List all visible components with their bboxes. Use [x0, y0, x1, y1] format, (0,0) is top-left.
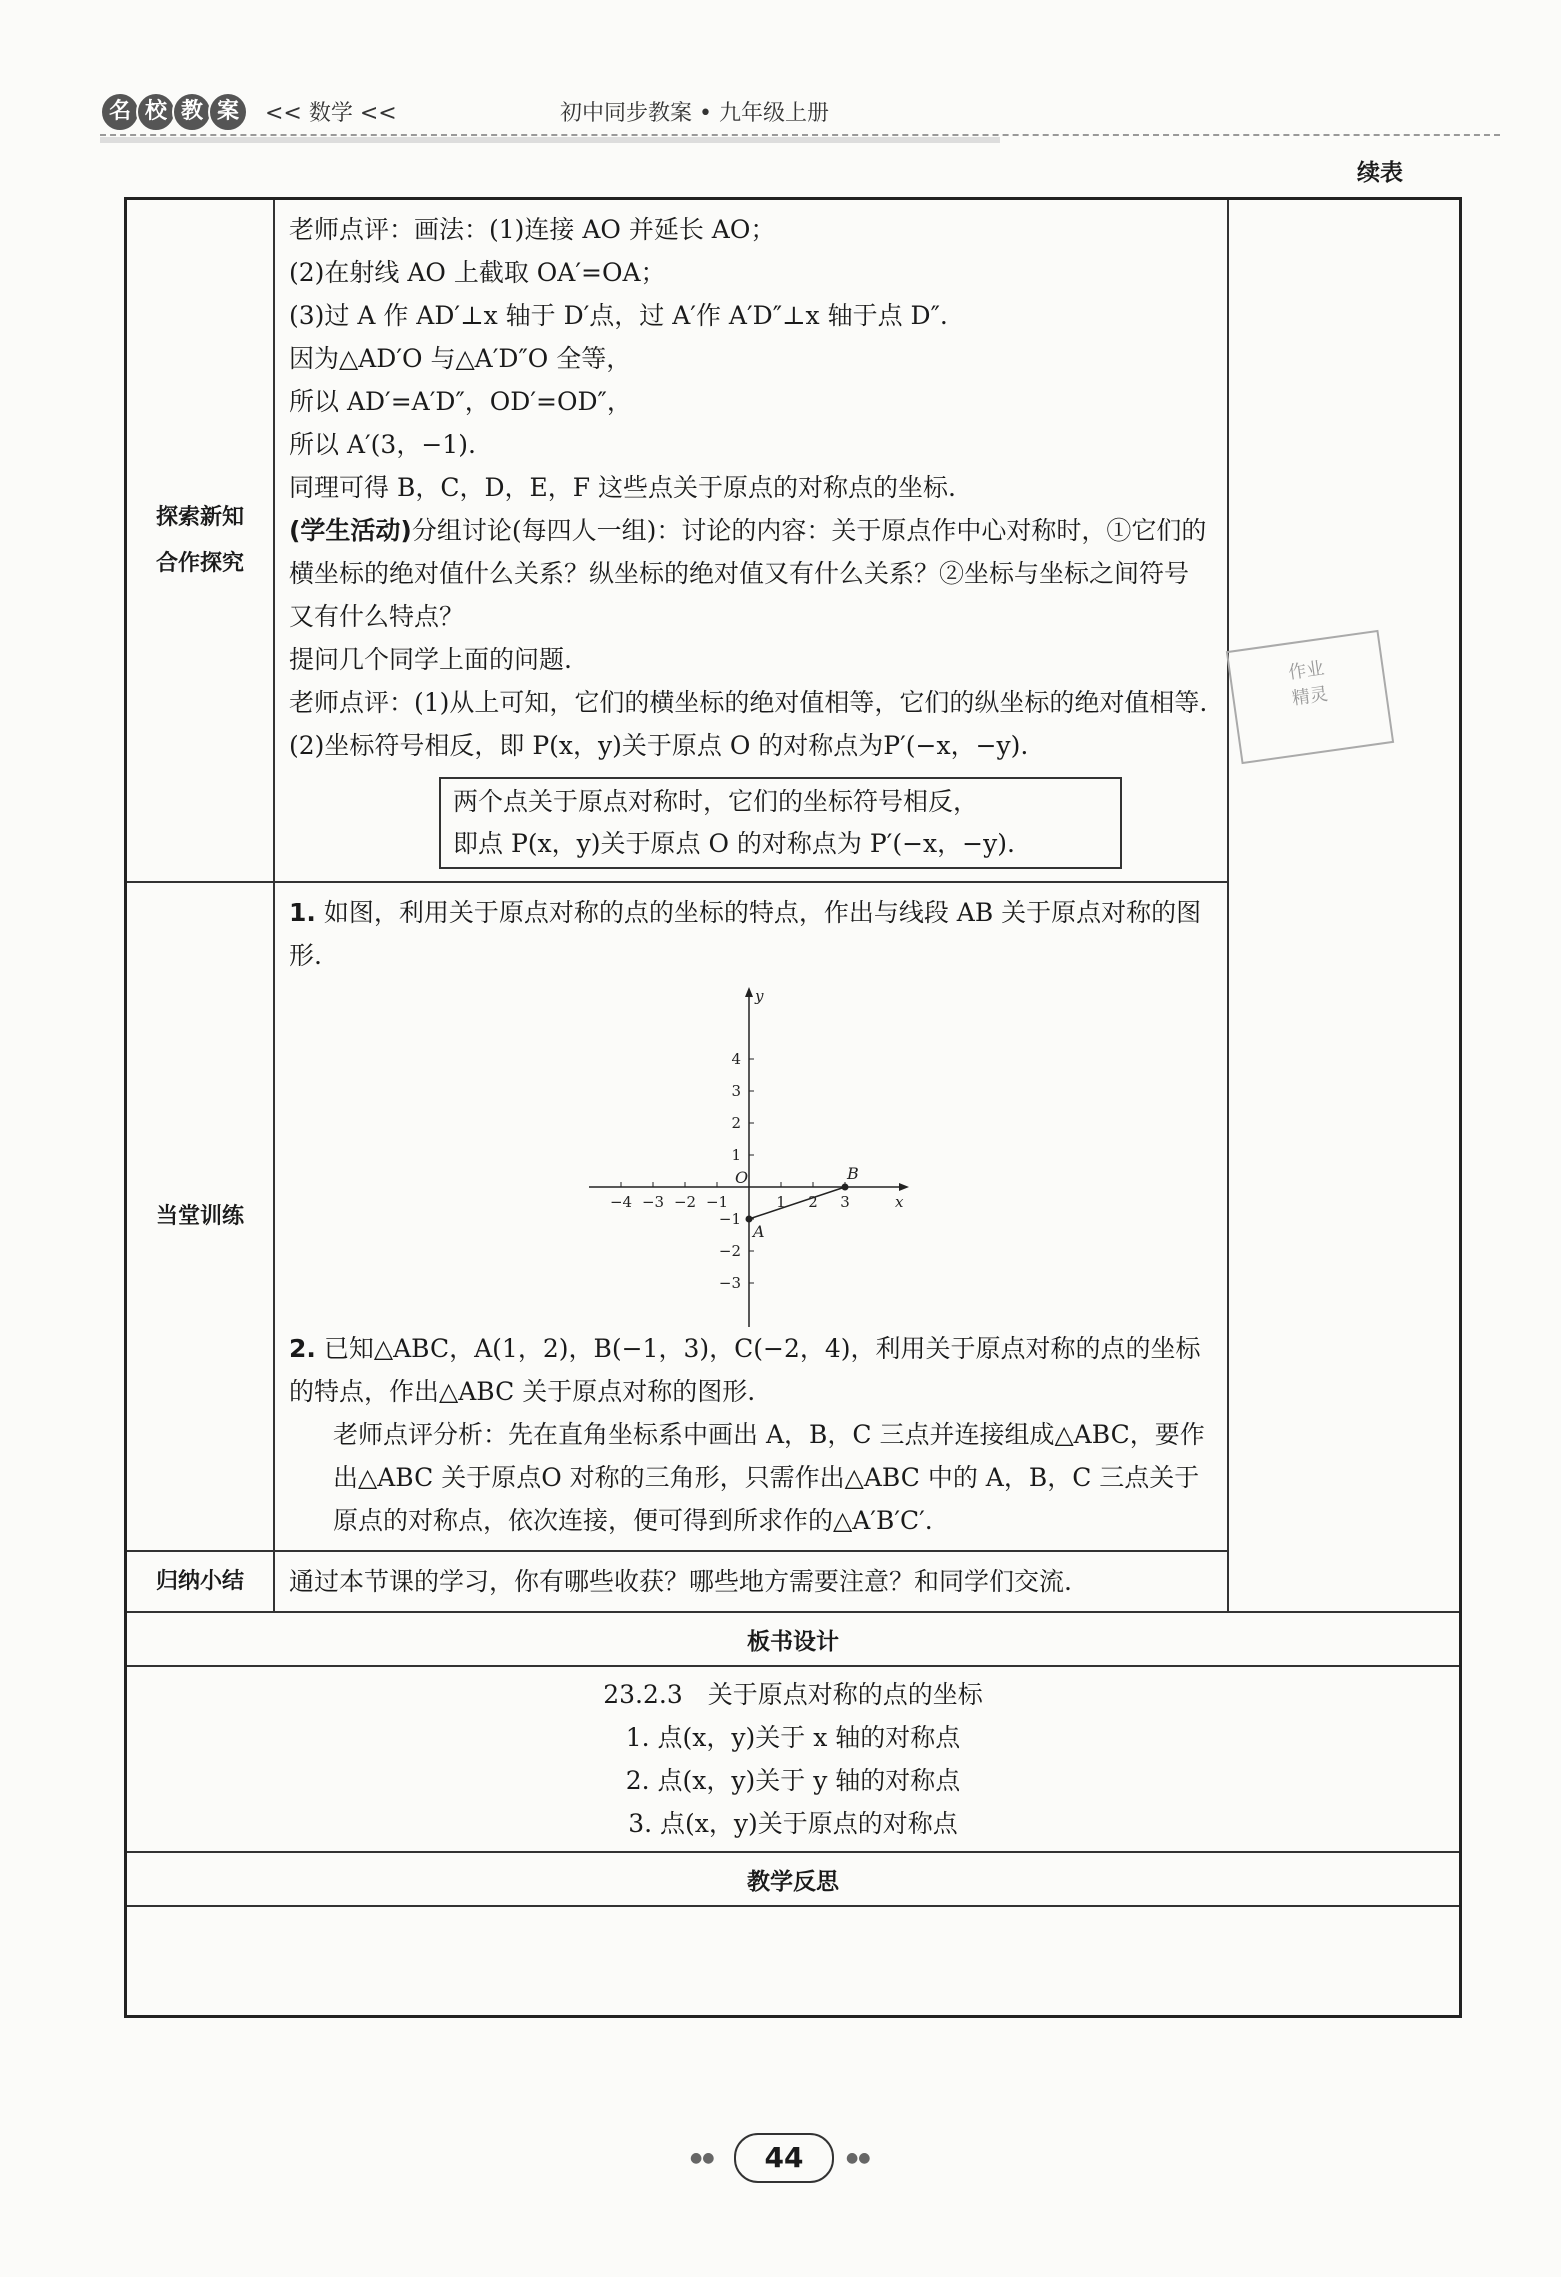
question-2-analysis: 老师点评分析：先在直角坐标系中画出 A，B，C 三点并连接组成△ABC，要作出△ABC 关于原点O 对称的三角形，只需作出△ABC 中的 A，B，C 三点关于原点的对称点，依次连接，便可得到所求作的△A′B′C′.: [333, 1420, 1205, 1535]
point-label-b: B: [847, 1164, 859, 1183]
x-tick-label: −1: [705, 1193, 729, 1211]
board-design-content: [126, 1666, 1461, 1852]
x-tick-label: −2: [673, 1193, 697, 1211]
subject-label: << 数学 <<: [265, 101, 397, 126]
question-2: 2. 已知△ABC，A(1，2)，B(−1，3)，C(−2，4)，利用关于原点对称的点的坐标的特点，作出△ABC 关于原点对称的图形.: [289, 1334, 1201, 1406]
y-tick-label: 2: [731, 1114, 741, 1132]
origin-label: O: [735, 1168, 749, 1187]
board-title-row: [126, 1612, 1461, 1666]
board-heading: 23.2.3 关于原点对称的点的坐标: [603, 1680, 983, 1709]
brand-logo: 名 校 教 案: [100, 92, 244, 132]
board-item: 3. 点(x，y)关于原点的对称点: [628, 1809, 958, 1838]
y-tick-label: 1: [731, 1146, 741, 1164]
y-tick-label: −3: [718, 1274, 741, 1292]
page-number: 44: [734, 2133, 834, 2183]
y-axis-label: y: [755, 987, 764, 1005]
reflection-row: [126, 1906, 1461, 2017]
board-design-title: 板书设计: [126, 1612, 1461, 1666]
x-tick-label: −4: [609, 1193, 633, 1211]
y-tick-label: 4: [731, 1050, 741, 1068]
question-1: 1. 如图，利用关于原点对称的点的坐标的特点，作出与线段 AB 关于原点对称的图形.: [289, 898, 1202, 970]
segment-ab: [749, 1187, 845, 1219]
footer-dots-left: ●●: [690, 2150, 715, 2166]
explore-content: 老师点评：画法：(1)连接 AO 并延长 AO； (2)在射线 AO 上截取 OA′=OA； (3)过 A 作 AD′⊥x 轴于 D′点，过 A′作 A′D″⊥x 轴于点 D″. 因为△AD′O 与△A′D″O 全等， 所以 AD′=A′D″，OD′=OD″， 所以 A′(3，−1). 同理可得 B，C，D，E，F 这些点关于原点的对称点的坐标. (学生活动)分组讨论(每四人一组)：讨论的内容：关于原点作中心对称时，①它们的横坐标的绝对值什么关系？纵坐标的绝对值又有什么关系？②坐标与坐标之间符号又有什么特点？ 提问几个同学上面的问题. 老师点评：(1)从上可知，它们的横坐标的绝对值相等，它们的纵坐标的绝对值相等.(2)坐标符号相反，即 P(x，y)关于原点 O 的对称点为P′(−x，−y). 两个点关于原点对称时，它们的坐标符号相反， 即点 P(x，y)关于原点 O 的对称点为 P′(−x，−y).: [274, 199, 1228, 883]
page-header: [100, 92, 1500, 136]
reflection-area: [126, 1906, 1461, 2017]
conclusion-box: 两个点关于原点对称时，它们的坐标符号相反， 即点 P(x，y)关于原点 O 的对称点为 P′(−x，−y).: [439, 777, 1122, 869]
practice-label: 当堂训练: [126, 882, 275, 1551]
y-tick-label: −2: [718, 1242, 741, 1260]
margin-column: [1228, 199, 1461, 1613]
y-axis-arrow: [745, 987, 753, 997]
reflection-title-row: [126, 1852, 1461, 1906]
reflection-title: 教学反思: [126, 1852, 1461, 1906]
header-bar: [100, 137, 1000, 143]
practice-content: [274, 882, 1228, 1551]
x-axis-label: x: [895, 1193, 904, 1211]
board-item: 2. 点(x，y)关于 y 轴的对称点: [625, 1766, 961, 1795]
y-tick-label: −1: [718, 1210, 741, 1228]
x-tick-label: 2: [808, 1193, 818, 1211]
point-a: [746, 1216, 753, 1223]
board-content-row: [126, 1666, 1461, 1852]
coordinate-graph: [589, 987, 909, 1327]
point-b: [842, 1184, 849, 1191]
summary-label: 归纳小结: [126, 1551, 275, 1612]
x-tick-label: 3: [840, 1193, 850, 1211]
book-title: 初中同步教案 • 九年级上册: [560, 101, 829, 126]
x-axis-arrow: [899, 1183, 909, 1191]
student-activity-paragraph: (学生活动)分组讨论(每四人一组)：讨论的内容：关于原点作中心对称时，①它们的横坐标的绝对值什么关系？纵坐标的绝对值又有什么关系？②坐标与坐标之间符号又有什么特点？: [289, 516, 1207, 631]
summary-content: 通过本节课的学习，你有哪些收获？哪些地方需要注意？和同学们交流.: [274, 1551, 1228, 1612]
homework-stamp: 作业 精灵: [1226, 630, 1394, 764]
header-divider: [100, 134, 1500, 136]
x-tick-label: 1: [776, 1193, 786, 1211]
coordinate-plane: [589, 987, 909, 1327]
footer-dots-right: ●●: [846, 2150, 871, 2166]
board-item: 1. 点(x，y)关于 x 轴的对称点: [625, 1723, 961, 1752]
y-tick-label: 3: [731, 1082, 741, 1100]
lesson-table: [124, 197, 1462, 2018]
continued-label: 续表: [1357, 160, 1403, 186]
x-tick-label: −3: [641, 1193, 665, 1211]
explore-label: 探索新知 合作探究: [126, 199, 275, 883]
explore-row: [126, 199, 1461, 883]
point-label-a: A: [753, 1222, 765, 1241]
